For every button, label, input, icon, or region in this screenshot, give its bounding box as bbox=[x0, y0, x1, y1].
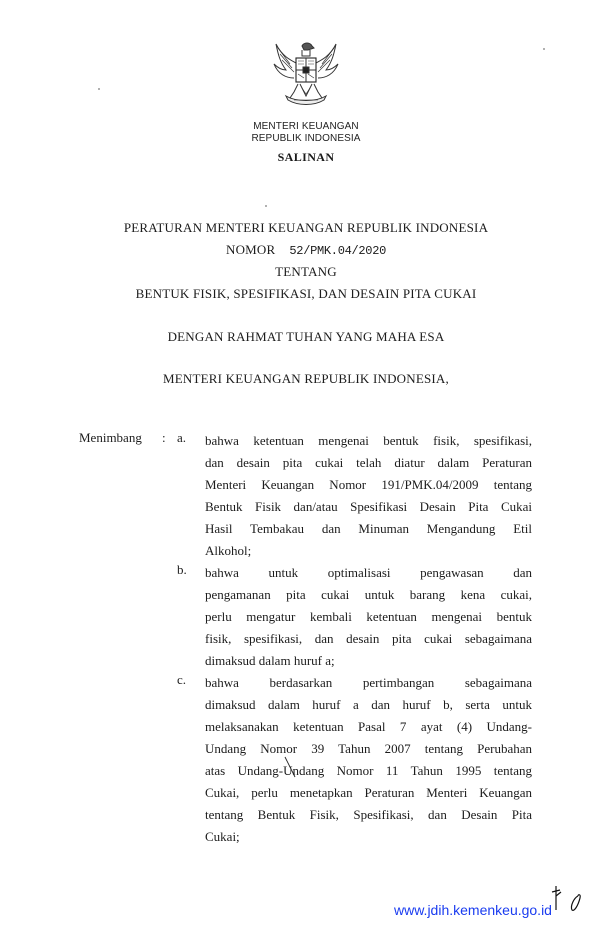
item-letter: a. bbox=[177, 430, 187, 445]
text-line: bahwa untuk optimalisasi pengawasan dan bbox=[205, 565, 532, 580]
preamble-authority: MENTERI KEUANGAN REPUBLIK INDONESIA, bbox=[163, 371, 449, 386]
text-line: Cukai, perlu menetapkan Peraturan Menteri Keuangan bbox=[205, 785, 532, 800]
text-line: dimaksud dalam huruf a dan huruf b, serta untuk bbox=[205, 697, 532, 712]
nomor-value: 52/PMK.04/2020 bbox=[289, 244, 387, 258]
preamble-rahmat: DENGAN RAHMAT TUHAN YANG MAHA ESA bbox=[167, 329, 445, 344]
text-line: Hasil Tembakau dan Minuman Mengandung Etil bbox=[205, 521, 532, 536]
text-line: Alkohol; bbox=[205, 543, 252, 558]
nomor-label: NOMOR bbox=[225, 242, 276, 257]
text-line: bahwa ketentuan mengenai bentuk fisik, spesifikasi, bbox=[205, 433, 532, 448]
institution-name-line2: REPUBLIK INDONESIA bbox=[251, 133, 361, 144]
text-line: Bentuk Fisik dan/atau Spesifikasi Desain Pita Cukai bbox=[205, 499, 532, 514]
text-line: perlu mengatur kembali ketentuan mengenai bentuk bbox=[205, 609, 532, 624]
pen-stroke-mark bbox=[283, 755, 303, 781]
paraf-initials-mark bbox=[548, 882, 588, 922]
tentang-heading: TENTANG bbox=[275, 264, 337, 279]
text-line: pengamanan pita cukai untuk barang kena cukai, bbox=[205, 587, 532, 602]
text-line: fisik, spesifikasi, dan desain pita cukai sebagaimana bbox=[205, 631, 532, 646]
considerations-label: Menimbang bbox=[79, 430, 142, 445]
garuda-emblem-icon bbox=[268, 34, 344, 110]
item-body bbox=[205, 562, 532, 672]
text-line: Cukai; bbox=[205, 829, 240, 844]
text-line: Menteri Keuangan Nomor 191/PMK.04/2009 tentang bbox=[205, 477, 532, 492]
regulation-title: PERATURAN MENTERI KEUANGAN REPUBLIK INDONESIA bbox=[123, 220, 489, 235]
regulation-number bbox=[0, 242, 612, 258]
text-line: dan desain pita cukai telah diatur dalam Peraturan bbox=[205, 455, 532, 470]
text-line: Undang Nomor 39 Tahun 2007 tentang Perubahan bbox=[205, 741, 532, 756]
text-line: bahwa berdasarkan pertimbangan sebagaimana bbox=[205, 675, 532, 690]
item-body bbox=[205, 672, 532, 848]
text-line: melaksanakan ketentuan Pasal 7 ayat (4) Undang- bbox=[205, 719, 532, 734]
institution-name-line1: MENTERI KEUANGAN bbox=[253, 121, 359, 132]
item-letter: b. bbox=[177, 562, 187, 577]
scan-speck bbox=[98, 88, 100, 90]
regulation-subject: BENTUK FISIK, SPESIFIKASI, DAN DESAIN PITA CUKAI bbox=[135, 286, 477, 301]
considerations-colon: : bbox=[162, 430, 166, 445]
jdih-website-link[interactable]: www.jdih.kemenkeu.go.id bbox=[394, 902, 552, 918]
scan-speck bbox=[543, 48, 545, 50]
scan-speck bbox=[265, 205, 267, 207]
item-letter: c. bbox=[177, 672, 187, 687]
item-body bbox=[205, 430, 532, 562]
text-line: tentang Bentuk Fisik, Spesifikasi, dan Desain Pita bbox=[205, 807, 532, 822]
text-line: dimaksud dalam huruf a; bbox=[205, 653, 335, 668]
text-line: atas Undang-Undang Nomor 11 Tahun 1995 tentang bbox=[205, 763, 532, 778]
salinan-stamp: SALINAN bbox=[277, 150, 335, 164]
